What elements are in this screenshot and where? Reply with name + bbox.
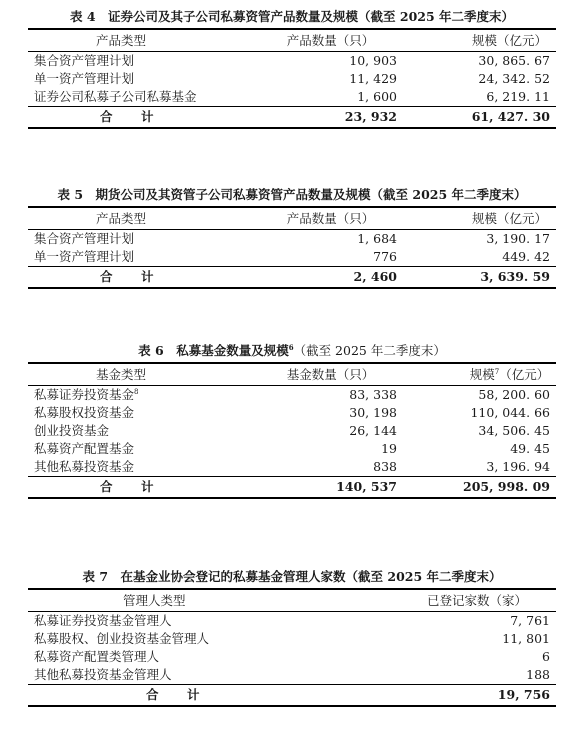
row-label: [28, 386, 258, 405]
cell-count: 30, 198: [349, 405, 397, 420]
footnote-marker: 8: [134, 388, 139, 396]
column-header: 基金类型: [96, 367, 147, 382]
table-row: [28, 70, 556, 88]
total-count: 140, 537: [336, 479, 397, 494]
table-5-caption: 表 5 期货公司及其资管子公司私募资管产品数量及规模（截至 2025 年二季度末）: [57, 187, 527, 202]
table-6-caption: [28, 340, 556, 362]
table-row: [28, 612, 556, 631]
total-label: 合 计: [146, 687, 208, 702]
row-label: 集合资产管理计划: [34, 53, 135, 68]
cell-count: 83, 338: [349, 387, 397, 402]
cell-scale: 6, 219. 11: [486, 89, 550, 104]
column-header: 规模（亿元）: [471, 211, 547, 226]
total-row: [28, 107, 556, 129]
column-header: 产品数量（只）: [286, 211, 375, 226]
cell-scale: 110, 044. 66: [470, 405, 550, 420]
row-label: 其他私募投资基金: [34, 459, 135, 474]
row-label: 私募证券投资基金管理人: [34, 613, 172, 628]
cell-scale: 58, 200. 60: [478, 387, 550, 402]
footnote-marker: 7: [494, 368, 500, 376]
column-header-text: 规模: [469, 367, 495, 382]
cell-scale: 24, 342. 52: [478, 71, 550, 86]
footnote-marker: 6: [288, 343, 294, 352]
cell-count: 776: [373, 249, 397, 264]
row-label: 私募股权投资基金: [34, 405, 135, 420]
row-label-text: 私募证券投资基金: [34, 387, 135, 402]
cell-scale: 49. 45: [510, 441, 550, 456]
table-6-caption-note: （截至 2025 年二季度末）: [293, 343, 446, 358]
row-label: 私募资产配置基金: [34, 441, 135, 456]
column-header: 管理人类型: [123, 593, 186, 608]
cell-count: 1, 684: [357, 231, 397, 246]
table-7-block: [28, 566, 556, 707]
cell-count: 26, 144: [349, 423, 397, 438]
cell-scale: 3, 190. 17: [486, 231, 550, 246]
row-label: 私募股权、创业投资基金管理人: [34, 631, 210, 646]
column-header: 规模（亿元）: [471, 33, 547, 48]
table-5-block: [28, 184, 556, 289]
total-count: 23, 932: [344, 109, 397, 124]
table-header-row: [28, 589, 556, 612]
cell-scale: 30, 865. 67: [478, 53, 550, 68]
total-label: 合 计: [100, 109, 162, 124]
column-header: 基金数量（只）: [286, 367, 375, 382]
row-label: 单一资产管理计划: [34, 71, 135, 86]
table-6-caption-main: 表 6 私募基金数量及规模: [138, 343, 289, 358]
cell-count: 19: [381, 441, 397, 456]
cell-count: 1, 600: [357, 89, 397, 104]
total-count: 19, 756: [497, 687, 550, 702]
table-7: [28, 588, 556, 707]
cell-count: 838: [373, 459, 397, 474]
row-label: 私募资产配置类管理人: [34, 649, 160, 664]
total-label: 合 计: [100, 269, 162, 284]
cell-count: 7, 761: [510, 613, 550, 628]
table-row: [28, 386, 556, 405]
column-header: 产品类型: [96, 211, 147, 226]
column-header: 产品类型: [96, 33, 147, 48]
cell-count: 6: [542, 649, 550, 664]
table-row: [28, 440, 556, 458]
table-row: [28, 248, 556, 267]
table-6-block: [28, 340, 556, 499]
table-row: [28, 404, 556, 422]
row-label: 创业投资基金: [34, 423, 110, 438]
column-header: [403, 363, 556, 386]
table-6: [28, 362, 556, 499]
total-row: [28, 685, 556, 707]
cell-count: 11, 801: [502, 631, 550, 646]
table-row: [28, 88, 556, 107]
table-5: [28, 206, 556, 289]
total-scale: 61, 427. 30: [471, 109, 550, 124]
table-row: [28, 648, 556, 666]
cell-scale: 34, 506. 45: [478, 423, 550, 438]
table-row: [28, 422, 556, 440]
table-row: [28, 666, 556, 685]
column-header: 已登记家数（家）: [426, 593, 527, 608]
total-label: 合 计: [100, 479, 162, 494]
table-header-row: [28, 363, 556, 386]
cell-count: 188: [526, 667, 550, 682]
row-label: 集合资产管理计划: [34, 231, 135, 246]
total-count: 2, 460: [353, 269, 397, 284]
total-scale: 3, 639. 59: [480, 269, 550, 284]
table-row: [28, 230, 556, 249]
table-row: [28, 52, 556, 71]
row-label: 其他私募投资基金管理人: [34, 667, 172, 682]
cell-count: 11, 429: [349, 71, 397, 86]
table-row: [28, 630, 556, 648]
table-4-block: [28, 6, 556, 129]
table-header-row: [28, 207, 556, 230]
table-header-row: [28, 29, 556, 52]
table-4-caption: 表 4 证券公司及其子公司私募资管产品数量及规模（截至 2025 年二季度末）: [69, 9, 515, 24]
column-header: 产品数量（只）: [286, 33, 375, 48]
table-row: [28, 458, 556, 477]
total-row: [28, 267, 556, 289]
table-4: [28, 28, 556, 129]
cell-scale: 3, 196. 94: [486, 459, 550, 474]
column-header-unit: （亿元）: [499, 367, 550, 382]
row-label: 单一资产管理计划: [34, 249, 135, 264]
table-7-caption: 表 7 在基金业协会登记的私募基金管理人家数（截至 2025 年二季度末）: [82, 569, 502, 584]
row-label: 证券公司私募子公司私募基金: [34, 89, 197, 104]
cell-count: 10, 903: [349, 53, 397, 68]
total-scale: 205, 998. 09: [463, 479, 550, 494]
total-row: [28, 477, 556, 499]
cell-scale: 449. 42: [502, 249, 550, 264]
